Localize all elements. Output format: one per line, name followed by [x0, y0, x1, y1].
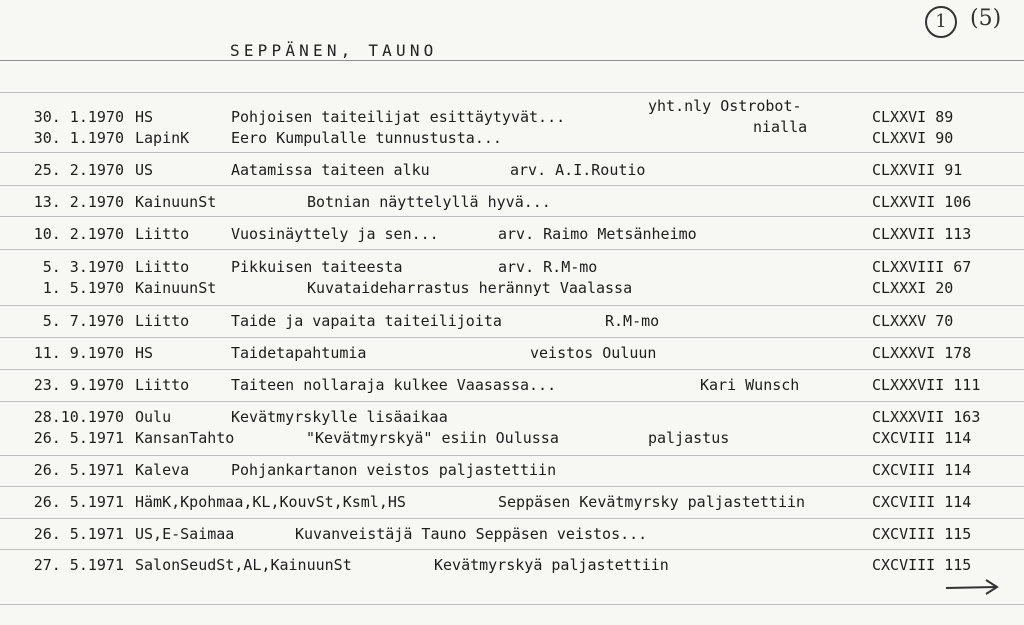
rule-line — [0, 337, 1024, 338]
entry-date: 11. 9.1970 — [33, 344, 124, 362]
entry-source: KansanTahto — [135, 429, 235, 447]
entry-title: Seppäsen Kevätmyrsky paljastettiin — [498, 493, 806, 511]
entry-reference: CXCVIII 115 — [872, 556, 972, 574]
entry-source: Liitto — [135, 258, 190, 276]
entry-note: arv. R.M-mo — [498, 258, 598, 276]
rule-line — [0, 486, 1024, 487]
entry-title: Eero Kumpulalle tunnustusta... — [231, 129, 502, 147]
rule-line — [0, 216, 1024, 217]
entry-title: Pohjankartanon veistos paljastettiin — [231, 461, 557, 479]
entry-title: Botnian näyttelyllä hyvä... — [307, 193, 551, 211]
entry-reference: CLXXXI 20 — [872, 279, 954, 297]
entry-title: Kevätmyrskyä paljastettiin — [434, 556, 669, 574]
entry-reference: CLXXVI 89 — [872, 108, 954, 126]
entry-source: HS — [135, 108, 154, 126]
entry-reference: CLXXVI 90 — [872, 129, 954, 147]
entry-source: LapinK — [135, 129, 190, 147]
entry-date: 26. 5.1971 — [33, 525, 124, 543]
entry-note: arv. Raimo Metsänheimo — [498, 225, 697, 243]
rule-line — [0, 305, 1024, 306]
entry-note: Kari Wunsch — [700, 376, 800, 394]
entry-title: Aatamissa taiteen alku — [231, 161, 430, 179]
entry-source: Liitto — [135, 376, 190, 394]
rule-line — [0, 604, 1024, 605]
entry-source: Liitto — [135, 312, 190, 330]
entry-source: US — [135, 161, 154, 179]
entry-date: 26. 5.1971 — [33, 429, 124, 447]
entry-note: R.M-mo — [605, 312, 660, 330]
entry-date: 5. 7.1970 — [42, 312, 124, 330]
entry-date: 30. 1.1970 — [33, 108, 124, 126]
entry-date: 13. 2.1970 — [33, 193, 124, 211]
entry-source: US,E-Saimaa — [135, 525, 235, 543]
rule-line — [0, 369, 1024, 370]
entry-reference: CLXXVIII 67 — [872, 258, 972, 276]
entry-date: 30. 1.1970 — [33, 129, 124, 147]
entry-reference: CLXXXV 70 — [872, 312, 954, 330]
entry-reference: CXCVIII 114 — [872, 429, 972, 447]
entry-title: Taidetapahtumia — [231, 344, 367, 362]
card-title: SEPPÄNEN, TAUNO — [230, 41, 438, 60]
entry-title: "Kevätmyrskyä" esiin Oulussa — [306, 429, 559, 447]
entry-reference: CLXXVII 91 — [872, 161, 963, 179]
entry-reference: CLXXXVII 111 — [872, 376, 981, 394]
entry-source: SalonSeudSt,AL,KainuunSt — [135, 556, 352, 574]
entry-note: veistos Ouluun — [530, 344, 657, 362]
entry-source: Kaleva — [135, 461, 190, 479]
entry-source: KainuunSt — [135, 193, 217, 211]
rule-line — [0, 518, 1024, 519]
entry-reference: CLXXXVII 163 — [872, 408, 981, 426]
entry-date: 1. 5.1970 — [42, 279, 124, 297]
entry-title: Taide ja vapaita taiteilijoita — [231, 312, 502, 330]
entry-title: Taiteen nollaraja kulkee Vaasassa... — [231, 376, 557, 394]
entry-note: arv. A.I.Routio — [510, 161, 646, 179]
entry-date: 10. 2.1970 — [33, 225, 124, 243]
entry-reference: CLXXVII 106 — [872, 193, 972, 211]
side-note-line2: nialla — [753, 118, 808, 136]
entry-reference: CXCVIII 114 — [872, 461, 972, 479]
entry-date: 28.10.1970 — [33, 408, 124, 426]
card-total-mark: (5) — [970, 6, 1002, 31]
arrow-right-icon — [944, 577, 1000, 597]
entry-source: KainuunSt — [135, 279, 217, 297]
entry-source: HämK,Kpohmaa,KL,KouvSt,Ksml,HS — [135, 493, 406, 511]
entry-title: Kuvataideharrastus herännyt Vaalassa — [307, 279, 633, 297]
entry-note: paljastus — [648, 429, 730, 447]
entry-reference: CLXXXVI 178 — [872, 344, 972, 362]
rule-line — [0, 185, 1024, 186]
entry-date: 26. 5.1971 — [33, 493, 124, 511]
rule-line — [0, 401, 1024, 402]
rule-line — [0, 249, 1024, 250]
entry-date: 27. 5.1971 — [33, 556, 124, 574]
rule-line — [0, 455, 1024, 456]
rule-line — [0, 92, 1024, 93]
rule-line — [0, 152, 1024, 153]
entry-reference: CXCVIII 114 — [872, 493, 972, 511]
entry-title: Pikkuisen taiteesta — [231, 258, 403, 276]
entry-source: HS — [135, 344, 154, 362]
side-note-line1: yht.nly Ostrobot- — [648, 97, 802, 115]
entry-date: 26. 5.1971 — [33, 461, 124, 479]
entry-reference: CLXXVII 113 — [872, 225, 972, 243]
entry-source: Oulu — [135, 408, 172, 426]
entry-title: Vuosinäyttely ja sen... — [231, 225, 439, 243]
entry-date: 25. 2.1970 — [33, 161, 124, 179]
entry-title: Pohjoisen taiteilijat esittäytyvät... — [231, 108, 566, 126]
card-number-mark: 1 — [925, 6, 957, 38]
rule-line — [0, 60, 1024, 61]
entry-source: Liitto — [135, 225, 190, 243]
entry-title: Kevätmyrskylle lisäaikaa — [231, 408, 448, 426]
entry-title: Kuvanveistäjä Tauno Seppäsen veistos... — [295, 525, 648, 543]
entry-date: 5. 3.1970 — [42, 258, 124, 276]
entry-reference: CXCVIII 115 — [872, 525, 972, 543]
rule-line — [0, 549, 1024, 550]
entry-date: 23. 9.1970 — [33, 376, 124, 394]
